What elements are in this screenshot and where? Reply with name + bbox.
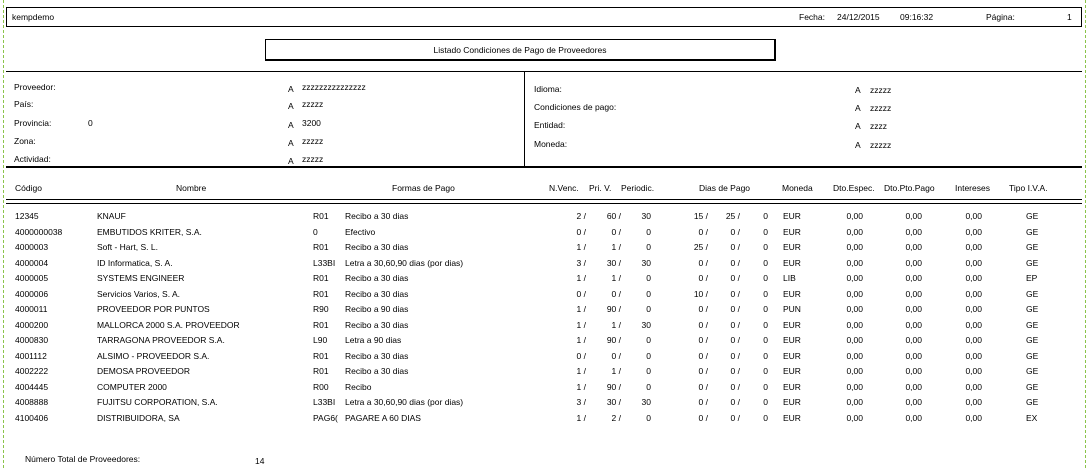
column-header-nombre: Nombre: [176, 183, 207, 193]
table-row: [0, 319, 1089, 331]
cell-dias-1: 0 /: [698, 257, 708, 268]
cell-tipoiva: GE: [1026, 226, 1039, 237]
cell-moneda: EUR: [783, 319, 801, 330]
cell-codigo: 4000011: [15, 304, 48, 314]
filter-value: zzzzz: [302, 99, 324, 109]
total-label: Número Total de Proveedores:: [25, 454, 141, 464]
cell-dtoesp: 0,00: [846, 319, 863, 330]
cell-dtopp: 0,00: [905, 242, 922, 252]
column-header-formas: Formas de Pago: [392, 183, 455, 193]
filter-value: zzzzzzzzzzzzzzz: [302, 82, 366, 92]
cell-priv: 0 /: [611, 226, 621, 237]
cell-fp-desc: Letra a 90 dias: [345, 335, 402, 345]
cell-fp-code: R01: [313, 350, 329, 361]
cell-nombre: EMBUTIDOS KRITER, S.A.: [97, 226, 202, 237]
cell-fp-code: R01: [313, 319, 329, 330]
cell-nombre: ID Informatica, S. A.: [97, 257, 173, 268]
cell-intereses: 0,00: [965, 226, 982, 237]
cell-fp-desc: PAGARE A 60 DIAS: [345, 412, 421, 423]
cell-fp-desc: Recibo a 30 dias: [345, 288, 409, 299]
cell-moneda: EUR: [783, 226, 801, 237]
cell-dtopp: 0,00: [905, 257, 922, 268]
cell-dias-1: 0 /: [698, 412, 708, 423]
cell-priv: 90 /: [606, 381, 621, 392]
cell-dias-3: 0: [763, 335, 768, 345]
cell-periodic: 0: [646, 412, 651, 423]
header-rule-bottom: [6, 203, 1082, 204]
column-header-periodic: Periodic.: [621, 183, 655, 193]
cell-dias-3: 0: [763, 211, 768, 221]
cell-dtoesp: 0,00: [846, 257, 863, 268]
cell-codigo: 4000004: [15, 257, 49, 268]
filter-divider: [524, 72, 525, 167]
filter-to: A: [288, 138, 294, 148]
cell-nombre: Soft - Hart, S. L.: [97, 242, 158, 252]
cell-dtopp: 0,00: [905, 412, 922, 423]
fecha-value: 24/12/2015: [837, 12, 880, 22]
cell-priv: 1 /: [611, 242, 621, 252]
cell-moneda: EUR: [783, 381, 801, 392]
cell-fp-desc: Recibo a 30 dias: [345, 350, 409, 361]
table-row: [0, 396, 1089, 408]
cell-nvenc: 0 /: [576, 350, 586, 361]
cell-fp-desc: Recibo a 30 dias: [345, 319, 409, 330]
column-header-codigo: Código: [15, 183, 42, 193]
cell-moneda: EUR: [783, 397, 801, 407]
cell-dtopp: 0,00: [905, 366, 922, 376]
cell-dias-1: 15 /: [693, 211, 708, 221]
cell-dias-3: 0: [763, 288, 768, 299]
cell-fp-code: PAG6(: [313, 412, 338, 423]
cell-dtoesp: 0,00: [846, 242, 863, 252]
cell-tipoiva: GE: [1026, 335, 1039, 345]
cell-intereses: 0,00: [965, 319, 982, 330]
cell-fp-code: R01: [313, 366, 329, 376]
cell-moneda: EUR: [783, 366, 801, 376]
cell-dias-3: 0: [763, 226, 768, 237]
cell-dias-1: 0 /: [698, 335, 708, 345]
cell-intereses: 0,00: [965, 366, 982, 376]
cell-nvenc: 2 /: [576, 211, 586, 221]
cell-moneda: EUR: [783, 412, 801, 423]
cell-fp-desc: Recibo: [345, 381, 372, 392]
cell-moneda: EUR: [783, 242, 801, 252]
cell-periodic: 0: [646, 381, 651, 392]
cell-dias-2: 0 /: [730, 288, 740, 299]
cell-dias-2: 0 /: [730, 412, 740, 423]
cell-priv: 0 /: [611, 350, 621, 361]
company-name: kempdemo: [12, 12, 55, 22]
cell-dias-1: 25 /: [693, 242, 708, 252]
table-row: [0, 381, 1089, 393]
filter-value: zzzzz: [870, 140, 892, 150]
cell-fp-code: R01: [313, 211, 329, 221]
cell-dias-2: 0 /: [730, 257, 740, 268]
cell-dtoesp: 0,00: [846, 273, 863, 283]
filter-label: Idioma:: [534, 84, 562, 94]
cell-dias-2: 0 /: [730, 381, 740, 392]
cell-fp-desc: Recibo a 90 dias: [345, 304, 409, 314]
cell-nvenc: 1 /: [576, 242, 586, 252]
cell-dias-2: 0 /: [730, 304, 740, 314]
cell-codigo: 4001112: [15, 350, 47, 361]
cell-nvenc: 1 /: [576, 335, 586, 345]
cell-fp-desc: Letra a 30,60,90 dias (por dias): [345, 257, 464, 268]
cell-fp-code: R90: [313, 304, 329, 314]
cell-dias-1: 0 /: [698, 350, 708, 361]
cell-dtopp: 0,00: [905, 350, 922, 361]
cell-dias-1: 10 /: [693, 288, 708, 299]
cell-tipoiva: GE: [1026, 381, 1039, 392]
cell-tipoiva: GE: [1026, 288, 1039, 299]
cell-tipoiva: GE: [1026, 350, 1039, 361]
cell-fp-code: R01: [313, 288, 329, 299]
cell-dias-2: 0 /: [730, 319, 740, 330]
cell-nvenc: 0 /: [576, 226, 586, 237]
cell-priv: 1 /: [611, 319, 621, 330]
cell-dtoesp: 0,00: [846, 226, 863, 237]
cell-periodic: 0: [646, 304, 651, 314]
cell-moneda: EUR: [783, 211, 801, 221]
cell-fp-code: L90: [313, 335, 328, 345]
cell-dtopp: 0,00: [905, 304, 922, 314]
cell-nombre: DISTRIBUIDORA, SA: [97, 412, 180, 423]
table-row: [0, 272, 1089, 284]
cell-nombre: Servicios Varios, S. A.: [97, 288, 180, 299]
cell-dtopp: 0,00: [905, 273, 922, 283]
cell-dtopp: 0,00: [905, 226, 922, 237]
filter-value: zzzzz: [870, 103, 892, 113]
table-row: [0, 241, 1089, 253]
table-row: [0, 350, 1089, 362]
cell-priv: 60 /: [606, 211, 621, 221]
cell-dias-3: 0: [763, 381, 768, 392]
cell-tipoiva: GE: [1026, 242, 1039, 252]
cell-dias-2: 0 /: [730, 335, 740, 345]
cell-dias-1: 0 /: [698, 273, 708, 283]
cell-dias-1: 0 /: [698, 397, 708, 407]
cell-intereses: 0,00: [965, 335, 982, 345]
column-header-moneda: Moneda: [782, 183, 813, 193]
filter-extra: 0: [88, 118, 93, 128]
cell-tipoiva: GE: [1026, 257, 1039, 268]
cell-nvenc: 1 /: [576, 319, 586, 330]
filter-to: A: [855, 103, 861, 113]
fecha-label: Fecha:: [799, 12, 825, 22]
cell-dias-2: 0 /: [730, 366, 740, 376]
cell-intereses: 0,00: [965, 350, 982, 361]
cell-codigo: 4000003: [15, 242, 49, 252]
cell-periodic: 0: [646, 226, 651, 237]
filter-to: A: [288, 156, 294, 166]
cell-dtoesp: 0,00: [846, 350, 863, 361]
cell-dtoesp: 0,00: [846, 412, 863, 423]
cell-nvenc: 1 /: [576, 381, 586, 392]
cell-moneda: EUR: [783, 257, 801, 268]
filter-value: zzzzz: [302, 136, 324, 146]
cell-intereses: 0,00: [965, 211, 982, 221]
cell-nombre: KNAUF: [97, 211, 126, 221]
cell-fp-desc: Letra a 30,60,90 dias (por dias): [345, 397, 464, 407]
cell-periodic: 30: [641, 319, 651, 330]
cell-dtopp: 0,00: [905, 335, 922, 345]
cell-dias-1: 0 /: [698, 319, 708, 330]
cell-intereses: 0,00: [965, 412, 982, 423]
pagina-value: 1: [1067, 12, 1072, 22]
cell-periodic: 0: [646, 350, 651, 361]
cell-priv: 30 /: [606, 397, 621, 407]
column-header-dias: Dias de Pago: [699, 183, 751, 193]
column-header-nvenc: N.Venc.: [549, 183, 579, 193]
cell-fp-code: R01: [313, 273, 329, 283]
cell-dtoesp: 0,00: [846, 397, 863, 407]
cell-codigo: 4008888: [15, 397, 49, 407]
cell-dias-1: 0 /: [698, 366, 708, 376]
cell-priv: 0 /: [611, 288, 621, 299]
cell-dtopp: 0,00: [905, 211, 922, 221]
cell-nvenc: 1 /: [576, 304, 586, 314]
filter-to: A: [855, 140, 861, 150]
cell-priv: 30 /: [606, 257, 621, 268]
cell-fp-code: 0: [313, 226, 318, 237]
cell-dias-3: 0: [763, 304, 768, 314]
filter-label: País:: [14, 99, 34, 109]
cell-nombre: TARRAGONA PROVEEDOR S.A.: [97, 335, 225, 345]
cell-moneda: PUN: [783, 304, 801, 314]
column-header-priv: Pri. V.: [589, 183, 612, 193]
filter-to: A: [288, 84, 294, 94]
cell-codigo: 4002222: [15, 366, 49, 376]
table-row: [0, 226, 1089, 238]
cell-intereses: 0,00: [965, 257, 982, 268]
cell-priv: 1 /: [611, 366, 621, 376]
cell-periodic: 0: [646, 288, 651, 299]
cell-moneda: EUR: [783, 350, 801, 361]
cell-periodic: 30: [641, 211, 651, 221]
cell-dias-3: 0: [763, 412, 768, 423]
cell-dtopp: 0,00: [905, 319, 922, 330]
total-value: 14: [255, 456, 265, 466]
filter-value: zzzzz: [302, 154, 324, 164]
cell-dias-3: 0: [763, 273, 768, 283]
cell-dtoesp: 0,00: [846, 366, 863, 376]
cell-fp-desc: Efectivo: [345, 226, 376, 237]
table-row: [0, 334, 1089, 346]
cell-fp-code: R00: [313, 381, 329, 392]
cell-nvenc: 1 /: [576, 273, 586, 283]
cell-tipoiva: GE: [1026, 366, 1039, 376]
cell-tipoiva: EP: [1026, 273, 1038, 283]
cell-fp-code: R01: [313, 242, 329, 252]
cell-intereses: 0,00: [965, 397, 982, 407]
cell-fp-desc: Recibo a 30 dias: [345, 366, 409, 376]
cell-codigo: 4004445: [15, 381, 49, 392]
cell-dias-2: 0 /: [730, 273, 740, 283]
filter-value: 3200: [302, 118, 321, 128]
table-row: [0, 412, 1089, 424]
cell-nvenc: 0 /: [576, 288, 586, 299]
cell-fp-desc: Recibo a 30 dias: [345, 273, 409, 283]
filter-to: A: [855, 121, 861, 131]
cell-intereses: 0,00: [965, 381, 982, 392]
cell-fp-desc: Recibo a 30 dias: [345, 211, 409, 221]
cell-tipoiva: GE: [1026, 304, 1039, 314]
filter-label: Proveedor:: [14, 82, 56, 92]
cell-periodic: 30: [641, 257, 651, 268]
cell-dias-2: 0 /: [730, 397, 740, 407]
filter-label: Provincia:: [14, 118, 52, 128]
filter-to: A: [855, 85, 861, 95]
table-row: [0, 288, 1089, 300]
cell-periodic: 0: [646, 366, 651, 376]
cell-dtopp: 0,00: [905, 381, 922, 392]
cell-nombre: FUJITSU CORPORATION, S.A.: [97, 397, 218, 407]
cell-tipoiva: GE: [1026, 319, 1039, 330]
cell-dias-2: 0 /: [730, 350, 740, 361]
cell-codigo: 4000830: [15, 335, 49, 345]
column-header-intereses: Intereses: [955, 183, 990, 193]
cell-tipoiva: GE: [1026, 397, 1039, 407]
filter-label: Actividad:: [14, 154, 51, 164]
cell-periodic: 30: [641, 397, 651, 407]
table-row: [0, 257, 1089, 269]
filter-label: Zona:: [14, 136, 36, 146]
cell-dias-1: 0 /: [698, 304, 708, 314]
report-title: Listado Condiciones de Pago de Proveedores: [265, 39, 776, 61]
cell-tipoiva: GE: [1026, 211, 1039, 221]
filter-to: A: [288, 120, 294, 130]
cell-intereses: 0,00: [965, 288, 982, 299]
cell-codigo: 12345: [15, 211, 39, 221]
cell-periodic: 0: [646, 273, 651, 283]
column-header-dtopp: Dto.Pto.Pago: [884, 183, 935, 193]
cell-dtoesp: 0,00: [846, 211, 863, 221]
cell-nombre: MALLORCA 2000 S.A. PROVEEDOR: [97, 319, 240, 330]
cell-codigo: 4100406: [15, 412, 49, 423]
cell-intereses: 0,00: [965, 242, 982, 252]
cell-dias-1: 0 /: [698, 226, 708, 237]
cell-dias-1: 0 /: [698, 381, 708, 392]
cell-dtoesp: 0,00: [846, 381, 863, 392]
filter-value: zzzz: [870, 121, 887, 131]
cell-dias-2: 0 /: [730, 242, 740, 252]
cell-dtoesp: 0,00: [846, 304, 863, 314]
cell-nombre: SYSTEMS ENGINEER: [97, 273, 185, 283]
cell-dias-3: 0: [763, 350, 768, 361]
header-rule-top: [6, 199, 1082, 200]
cell-fp-code: L33BI: [313, 397, 336, 407]
cell-dias-2: 0 /: [730, 226, 740, 237]
cell-codigo: 4000000038: [15, 226, 63, 237]
cell-moneda: LIB: [783, 273, 796, 283]
cell-periodic: 0: [646, 242, 651, 252]
cell-codigo: 4000200: [15, 319, 49, 330]
cell-priv: 1 /: [611, 273, 621, 283]
cell-codigo: 4000006: [15, 288, 49, 299]
column-header-dtoesp: Dto.Espec.: [833, 183, 875, 193]
cell-nvenc: 3 /: [576, 397, 586, 407]
cell-dtoesp: 0,00: [846, 335, 863, 345]
cell-priv: 2 /: [611, 412, 621, 423]
pagina-label: Página:: [986, 12, 1015, 22]
cell-fp-desc: Recibo a 30 dias: [345, 242, 409, 252]
cell-nvenc: 1 /: [576, 412, 586, 423]
cell-dias-3: 0: [763, 257, 768, 268]
cell-priv: 90 /: [606, 304, 621, 314]
cell-codigo: 4000005: [15, 273, 49, 283]
cell-moneda: EUR: [783, 288, 801, 299]
cell-intereses: 0,00: [965, 304, 982, 314]
cell-dtopp: 0,00: [905, 288, 922, 299]
cell-priv: 90 /: [606, 335, 621, 345]
cell-periodic: 0: [646, 335, 651, 345]
filter-to: A: [288, 101, 294, 111]
cell-nvenc: 3 /: [576, 257, 586, 268]
hora-value: 09:16:32: [900, 12, 934, 22]
filter-label: Condiciones de pago:: [534, 102, 617, 112]
cell-dtopp: 0,00: [905, 397, 922, 407]
table-row: [0, 365, 1089, 377]
cell-fp-code: L33BI: [313, 257, 336, 268]
cell-dtoesp: 0,00: [846, 288, 863, 299]
column-header-tipoiva: Tipo I.V.A.: [1009, 183, 1048, 193]
cell-dias-3: 0: [763, 319, 768, 330]
cell-nombre: COMPUTER 2000: [97, 381, 167, 392]
cell-nombre: PROVEEDOR POR PUNTOS: [97, 304, 210, 314]
cell-dias-3: 0: [763, 397, 768, 407]
cell-nombre: DEMOSA PROVEEDOR: [97, 366, 191, 376]
filter-value: zzzzz: [870, 85, 892, 95]
cell-nombre: ALSIMO - PROVEEDOR S.A.: [97, 350, 210, 361]
cell-moneda: EUR: [783, 335, 801, 345]
filter-label: Entidad:: [534, 120, 566, 130]
cell-intereses: 0,00: [965, 273, 982, 283]
cell-dias-3: 0: [763, 366, 768, 376]
table-row: [0, 303, 1089, 315]
filter-label: Moneda:: [534, 139, 568, 149]
cell-dias-2: 25 /: [725, 211, 740, 221]
cell-tipoiva: EX: [1026, 412, 1038, 423]
cell-dias-3: 0: [763, 242, 768, 252]
table-row: [0, 210, 1089, 222]
cell-nvenc: 1 /: [576, 366, 586, 376]
